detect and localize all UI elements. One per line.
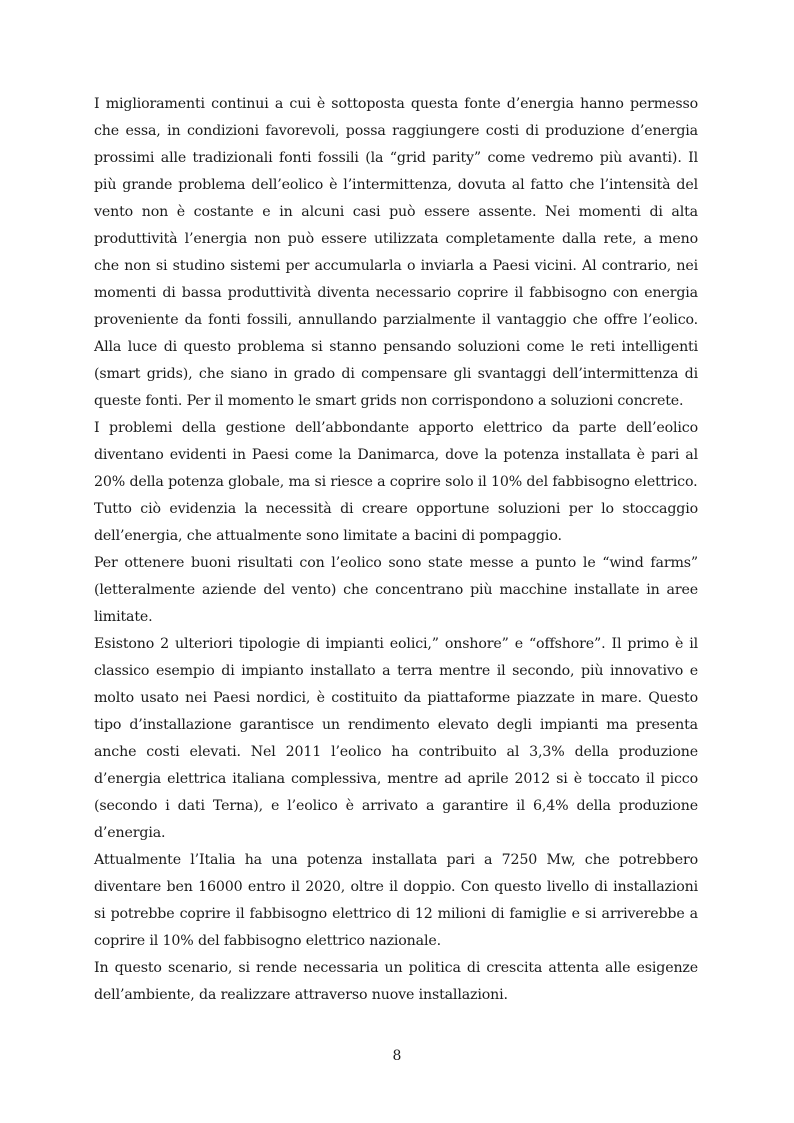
paragraph-italy-capacity: Attualmente l’Italia ha una potenza installata pari a 7250 Mw, che potrebbero diventare ben 16000 entro il 2020, oltre il doppio. Con questo livello di installazioni si potrebbe coprire il fabbisogno elettrico di 12 milioni di famiglie e si arriverebbe a coprire il 10% del fabbisogno elettrico nazionale. bbox=[94, 852, 698, 949]
paragraph-scenario: In questo scenario, si rende necessaria un politica di crescita attenta alle esigenze dell’ambiente, da realizzare attraverso nuove installazioni. bbox=[94, 960, 698, 1003]
paragraph-onshore-offshore: Esistono 2 ulteriori tipologie di impianti eolici,” onshore” e “offshore”. Il primo è il classico esempio di impianto installato a terra mentre il secondo, più innovativo e molto usato nei Paesi nordici, è costituito da piattaforme piazzate in mare. Questo tipo d’installazione garantisce un rendimento elevato degli impianti ma presenta anche costi elevati. Nel 2011 l’eolico ha contribuito al 3,3% della produzione d’energia elettrica italiana complessiva, mentre ad aprile 2012 si è toccato il picco (secondo i dati Terna), e l’eolico è arrivato a garantire il 6,4% della produzione d’energia. bbox=[94, 636, 698, 841]
paragraph-storage: Tutto ciò evidenzia la necessità di creare opportune soluzioni per lo stoccaggio dell’energia, che attualmente sono limitate a bacini di pompaggio. bbox=[94, 501, 698, 544]
paragraph-wind-farms: Per ottenere buoni risultati con l’eolico sono state messe a punto le “wind farms” (letteralmente aziende del vento) che concentrano più macchine installate in aree limitate. bbox=[94, 555, 698, 625]
page-number: 8 bbox=[392, 1048, 402, 1064]
page-body bbox=[94, 91, 698, 1009]
paragraph-intermittency: I miglioramenti continui a cui è sottoposta questa fonte d’energia hanno permesso che essa, in condizioni favorevoli, possa raggiungere costi di produzione d’energia prossimi alle tradizionali fonti fossili (la “grid parity” come vedremo più avanti). Il più grande problema dell’eolico è l’intermittenza, dovuta al fatto che l’intensità del vento non è costante e in alcuni casi può essere assente. Nei momenti di alta produttività l’energia non può essere utilizzata completamente dalla rete, a meno che non si studino sistemi per accumularla o inviarla a Paesi vicini. Al contrario, nei momenti di bassa produttività diventa necessario coprire il fabbisogno con energia proveniente da fonti fossili, annullando parzialmente il vantaggio che offre l’eolico. Alla luce di questo problema si stanno pensando soluzioni come le reti intelligenti (smart grids), che siano in grado di compensare gli svantaggi dell’intermittenza di queste fonti. Per il momento le smart grids non corrispondono a soluzioni concrete. bbox=[94, 96, 698, 409]
paragraph-denmark: I problemi della gestione dell’abbondante apporto elettrico da parte dell’eolico diventano evidenti in Paesi come la Danimarca, dove la potenza installata è pari al 20% della potenza globale, ma si riesce a coprire solo il 10% del fabbisogno elettrico. bbox=[94, 420, 698, 490]
